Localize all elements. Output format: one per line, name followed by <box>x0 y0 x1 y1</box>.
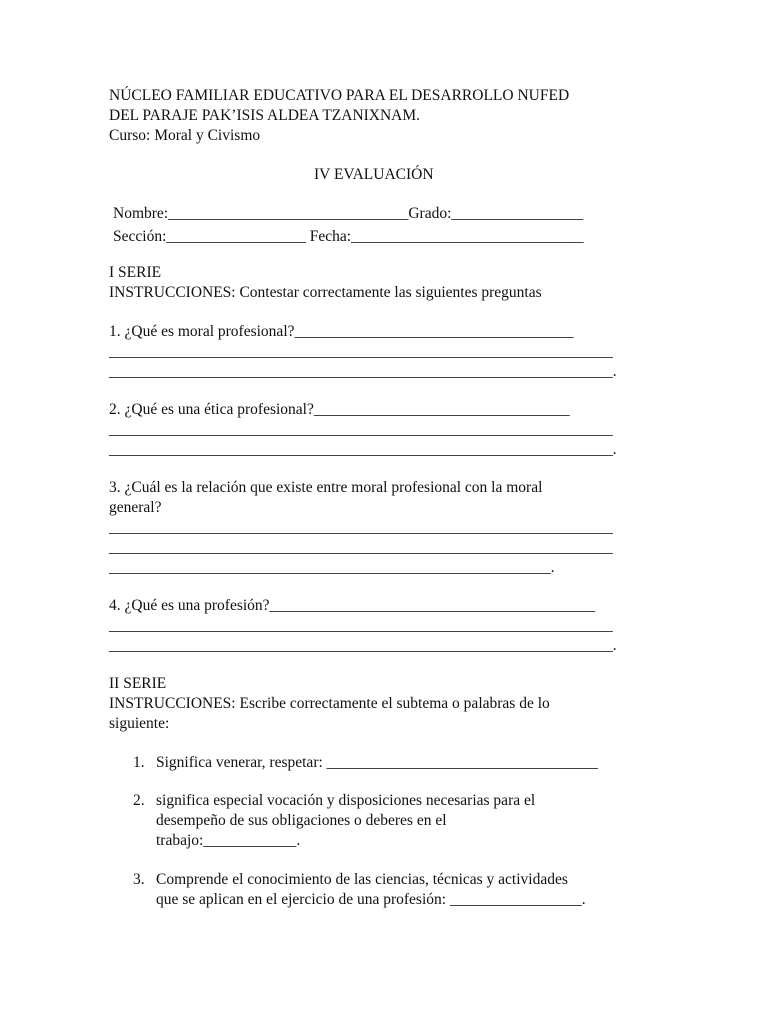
section-date-field: Sección:__________________ Fecha:______________________________ <box>113 228 584 245</box>
header-line-2: DEL PARAJE PAK’ISIS ALDEA TZANIXNAM. <box>109 107 421 124</box>
answer-line: _________________________________________________________________ <box>109 539 613 556</box>
answer-line: _________________________________________________________. <box>109 559 555 576</box>
answer-line: _________________________________________________________________ <box>109 617 613 634</box>
answer-line: _________________________________________________________________. <box>109 441 617 458</box>
answer-line: _________________________________________________________________ <box>109 421 613 438</box>
question-2: 2. ¿Qué es una ética profesional?_________________________________ <box>109 401 570 418</box>
serie-2-instructions: INSTRUCCIONES: Escribe correctamente el subtema o palabras de lo <box>109 695 550 712</box>
item-2-number: 2. <box>133 792 145 809</box>
serie-1-instructions: INSTRUCCIONES: Contestar correctamente las siguientes preguntas <box>109 284 542 301</box>
answer-line: _________________________________________________________________ <box>109 343 613 360</box>
course-name: Curso: Moral y Civismo <box>109 127 261 144</box>
item-2-text-end: trabajo:____________. <box>156 832 301 849</box>
item-1-text: Significa venerar, respetar: ___________________________________ <box>156 754 598 771</box>
question-3: 3. ¿Cuál es la relación que existe entre moral profesional con la moral <box>109 479 543 496</box>
item-2-text: significa especial vocación y disposiciones necesarias para el <box>156 792 536 809</box>
answer-line: _________________________________________________________________. <box>109 363 617 380</box>
serie-2-heading: II SERIE <box>109 675 167 692</box>
item-3-text-continued: que se aplican en el ejercicio de una profesión: _________________. <box>156 891 586 908</box>
item-3-text: Comprende el conocimiento de las ciencias, técnicas y actividades <box>156 871 568 888</box>
header-line-1: NÚCLEO FAMILIAR EDUCATIVO PARA EL DESARROLLO NUFED <box>109 87 570 104</box>
item-2-text-continued: desempeño de sus obligaciones o deberes en el <box>156 812 447 829</box>
answer-line: _________________________________________________________________ <box>109 519 613 536</box>
serie-1-heading: I SERIE <box>109 264 162 281</box>
item-1-number: 1. <box>133 754 145 771</box>
name-grade-field: Nombre:_______________________________Grado:_________________ <box>113 205 584 222</box>
page-title: IV EVALUACIÓN <box>314 166 434 183</box>
question-3-continued: general? <box>109 499 162 516</box>
answer-line: _________________________________________________________________. <box>109 637 617 654</box>
item-3-number: 3. <box>133 871 145 888</box>
question-4: 4. ¿Qué es una profesión?__________________________________________ <box>109 597 596 614</box>
serie-2-instructions-continued: siguiente: <box>109 715 170 732</box>
question-1: 1. ¿Qué es moral profesional?____________________________________ <box>109 323 574 340</box>
